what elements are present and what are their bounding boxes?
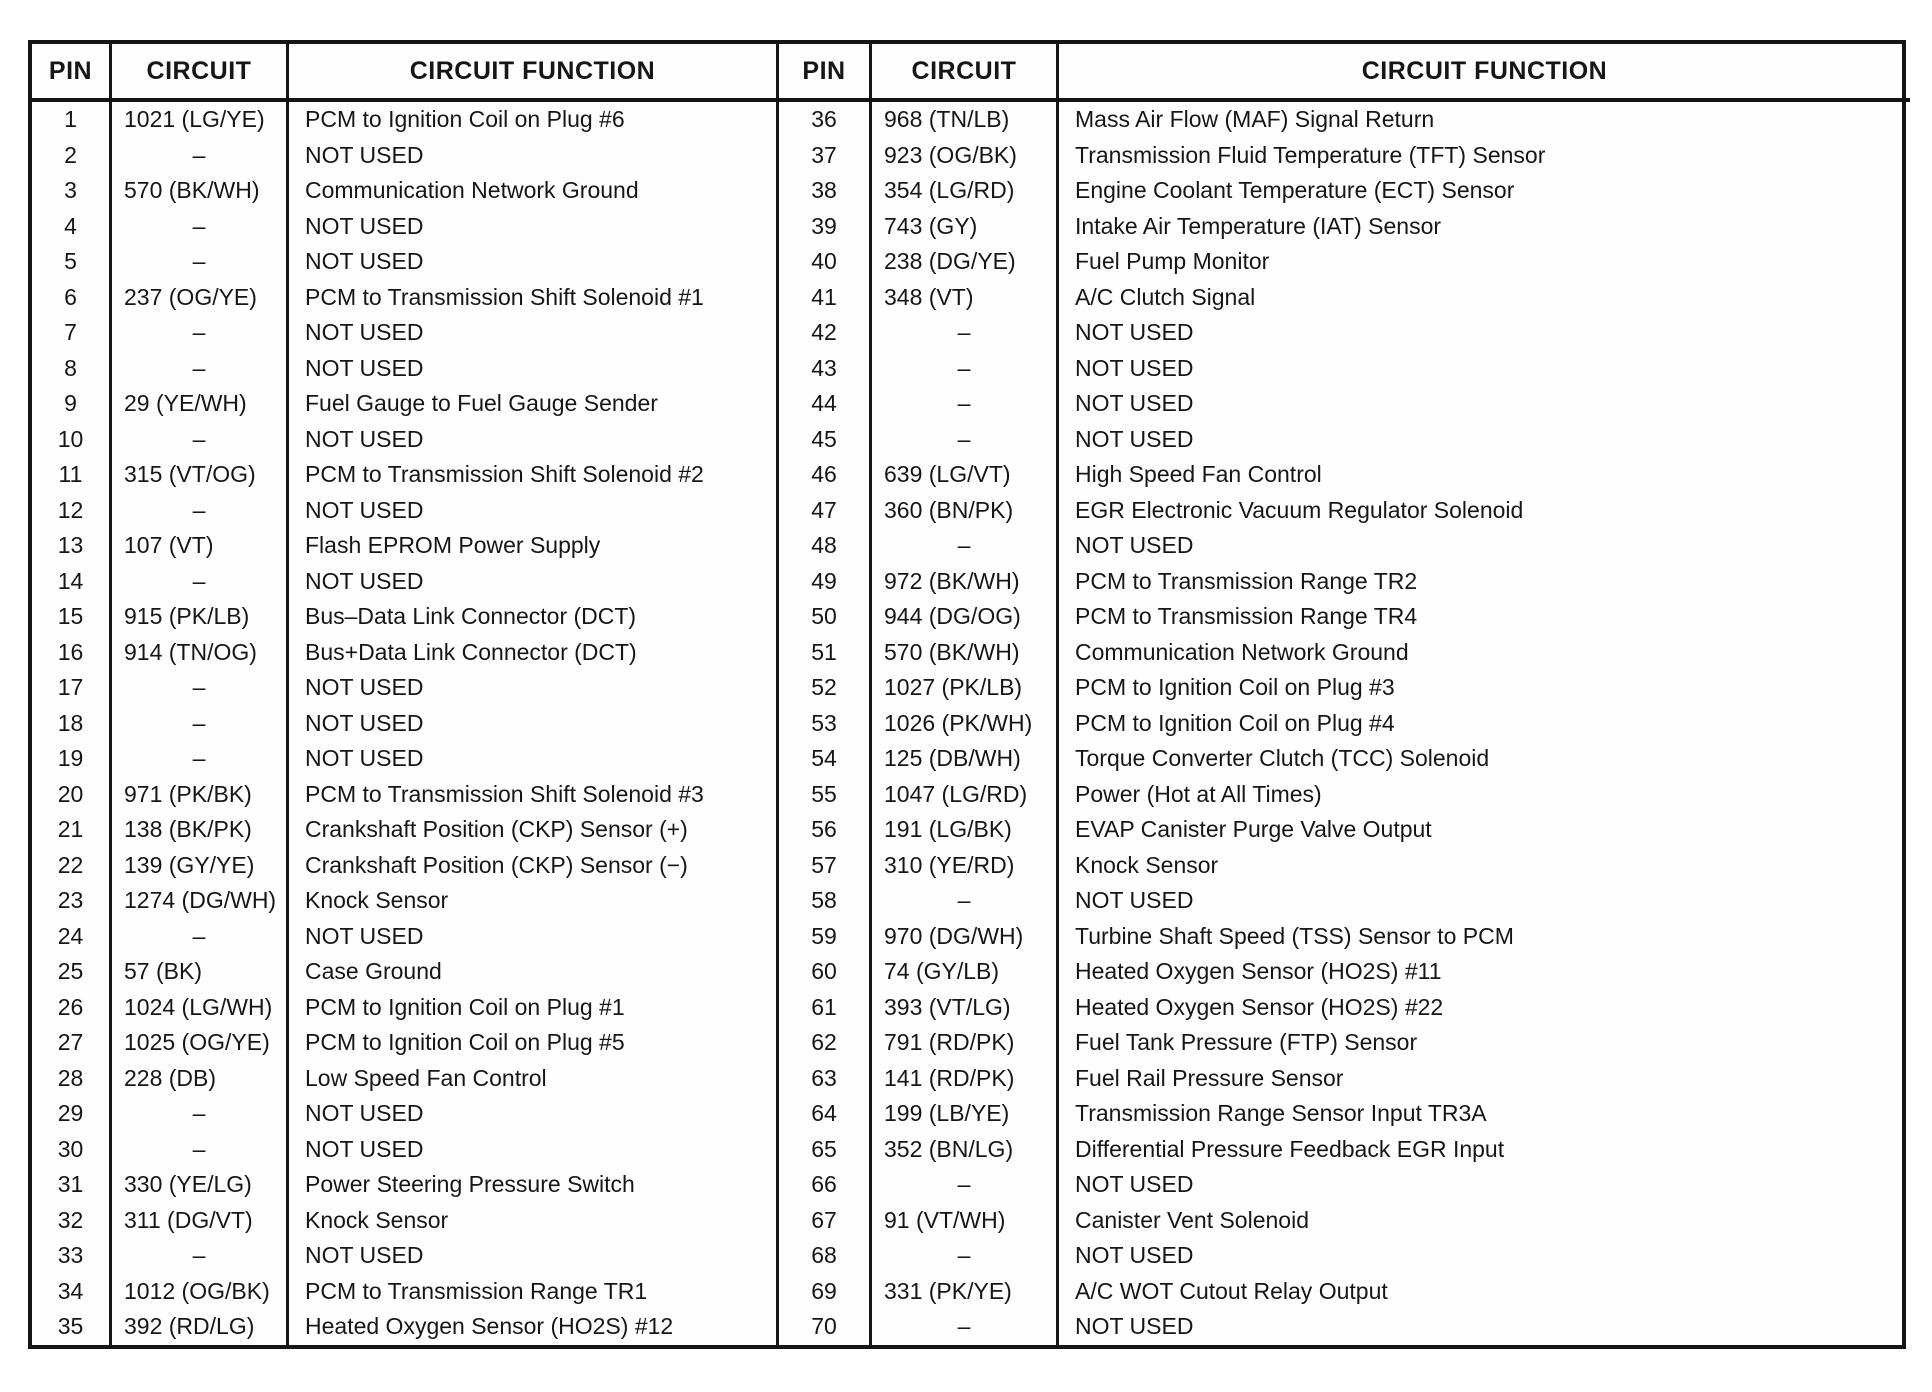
circuit-header-right: CIRCUIT [872,44,1059,102]
circuit-cell: 944 (DG/OG) [872,599,1059,635]
circuit-cell: 125 (DB/WH) [872,741,1059,777]
circuit-cell: 1025 (OG/YE) [112,1025,289,1061]
circuit-function-cell: NOT USED [289,209,779,245]
pin-cell: 33 [32,1238,112,1274]
circuit-function-cell: PCM to Transmission Shift Solenoid #3 [289,777,779,813]
pin-cell: 64 [779,1096,872,1132]
circuit-cell: – [872,422,1059,458]
pin-cell: 9 [32,386,112,422]
pin-cell: 69 [779,1274,872,1310]
pin-cell: 2 [32,138,112,174]
circuit-function-cell: Mass Air Flow (MAF) Signal Return [1075,106,1435,133]
scanned-pinout-page [28,40,1906,1349]
circuit-function-cell: PCM to Ignition Coil on Plug #4 [1075,709,1395,736]
circuit-function-cell: Heated Oxygen Sensor (HO2S) #11 [1075,958,1442,985]
circuit-function-cell: NOT USED [289,422,779,458]
circuit-function-cell: Transmission Range Sensor Input TR3A [1075,1100,1487,1127]
circuit-cell: 914 (TN/OG) [112,635,289,671]
circuit-cell: 331 (PK/YE) [872,1274,1059,1310]
circuit-function-cell: PCM to Transmission Shift Solenoid #2 [289,457,779,493]
pin-cell: 62 [779,1025,872,1061]
circuit-cell: – [112,706,289,742]
circuit-function-cell: Intake Air Temperature (IAT) Sensor [1075,212,1442,239]
pin-cell: 3 [32,173,112,209]
circuit-cell: 1047 (LG/RD) [872,777,1059,813]
circuit-cell: 915 (PK/LB) [112,599,289,635]
pin-cell: 37 [779,138,872,174]
circuit-function-cell: Transmission Fluid Temperature (TFT) Sensor [1075,141,1546,168]
circuit-function-cell: NOT USED [289,244,779,280]
circuit-cell: – [872,315,1059,351]
pin-cell: 59 [779,919,872,955]
pin-cell: 23 [32,883,112,919]
circuit-cell: – [112,670,289,706]
circuit-cell: 191 (LG/BK) [872,812,1059,848]
circuit-function-cell: Heated Oxygen Sensor (HO2S) #12 [289,1309,779,1345]
circuit-function-cell: PCM to Transmission Shift Solenoid #1 [289,280,779,316]
circuit-function-cell: NOT USED [289,919,779,955]
circuit-function-cell: NOT USED [1075,532,1194,559]
circuit-cell: – [872,883,1059,919]
circuit-function-cell: Power Steering Pressure Switch [289,1167,779,1203]
pin-header-right: PIN [779,44,872,102]
circuit-cell: 29 (YE/WH) [112,386,289,422]
circuit-function-cell: NOT USED [1075,1242,1194,1269]
pin-cell: 48 [779,528,872,564]
function-header-right: CIRCUIT FUNCTION [1059,44,1910,102]
pin-cell: 20 [32,777,112,813]
circuit-cell: – [872,1309,1059,1345]
pin-cell: 41 [779,280,872,316]
circuit-cell: 923 (OG/BK) [872,138,1059,174]
pin-cell: 10 [32,422,112,458]
circuit-function-cell: Heated Oxygen Sensor (HO2S) #22 [1075,993,1444,1020]
pcm-connector-pinout-table [28,40,1906,1349]
circuit-cell: 1026 (PK/WH) [872,706,1059,742]
circuit-cell: – [112,1238,289,1274]
pin-cell: 42 [779,315,872,351]
pin-cell: 38 [779,173,872,209]
pin-cell: 15 [32,599,112,635]
circuit-cell: – [872,386,1059,422]
pin-cell: 66 [779,1167,872,1203]
circuit-function-cell: Differential Pressure Feedback EGR Input [1075,1135,1505,1162]
circuit-cell: 310 (YE/RD) [872,848,1059,884]
circuit-function-cell: Engine Coolant Temperature (ECT) Sensor [1075,177,1515,204]
circuit-function-cell: NOT USED [1075,1171,1194,1198]
pin-cell: 46 [779,457,872,493]
circuit-cell: 743 (GY) [872,209,1059,245]
circuit-function-cell: PCM to Ignition Coil on Plug #3 [1075,674,1395,701]
circuit-cell: 968 (TN/LB) [872,102,1059,138]
pin-cell: 50 [779,599,872,635]
circuit-function-cell: PCM to Transmission Range TR4 [1075,603,1418,630]
function-header-left: CIRCUIT FUNCTION [289,44,779,102]
circuit-function-cell: PCM to Transmission Range TR2 [1075,567,1418,594]
circuit-function-cell: Knock Sensor [289,883,779,919]
circuit-function-cell: Crankshaft Position (CKP) Sensor (−) [289,848,779,884]
pin-cell: 49 [779,564,872,600]
circuit-function-cell: NOT USED [289,493,779,529]
pin-cell: 36 [779,102,872,138]
circuit-function-cell: Fuel Tank Pressure (FTP) Sensor [1075,1029,1418,1056]
pin-cell: 24 [32,919,112,955]
circuit-cell: 392 (RD/LG) [112,1309,289,1345]
circuit-cell: – [112,209,289,245]
circuit-function-cell: EVAP Canister Purge Valve Output [1075,816,1432,843]
pin-cell: 7 [32,315,112,351]
pin-cell: 60 [779,954,872,990]
circuit-function-cell: NOT USED [289,564,779,600]
circuit-function-cell: Fuel Pump Monitor [1075,248,1270,275]
circuit-function-cell: Low Speed Fan Control [289,1061,779,1097]
circuit-function-cell: NOT USED [1075,354,1194,381]
circuit-function-cell: Canister Vent Solenoid [1075,1206,1309,1233]
circuit-cell: 972 (BK/WH) [872,564,1059,600]
pin-cell: 21 [32,812,112,848]
pin-cell: 27 [32,1025,112,1061]
circuit-function-cell: PCM to Ignition Coil on Plug #5 [289,1025,779,1061]
pin-cell: 39 [779,209,872,245]
circuit-cell: 138 (BK/PK) [112,812,289,848]
circuit-function-cell: NOT USED [289,706,779,742]
circuit-function-cell: NOT USED [1075,1313,1194,1340]
circuit-cell: 393 (VT/LG) [872,990,1059,1026]
pin-cell: 56 [779,812,872,848]
circuit-cell: – [112,315,289,351]
pin-cell: 51 [779,635,872,671]
pin-cell: 13 [32,528,112,564]
circuit-function-cell: EGR Electronic Vacuum Regulator Solenoid [1075,496,1524,523]
pin-cell: 32 [32,1203,112,1239]
pin-cell: 34 [32,1274,112,1310]
circuit-cell: 354 (LG/RD) [872,173,1059,209]
pin-cell: 22 [32,848,112,884]
circuit-cell: – [112,351,289,387]
circuit-cell: 1021 (LG/YE) [112,102,289,138]
circuit-function-cell: NOT USED [1075,319,1194,346]
circuit-function-cell: NOT USED [1075,425,1194,452]
circuit-cell: 1274 (DG/WH) [112,883,289,919]
circuit-function-cell: PCM to Transmission Range TR1 [289,1274,779,1310]
circuit-function-cell: Bus+Data Link Connector (DCT) [289,635,779,671]
pin-cell: 45 [779,422,872,458]
pin-cell: 4 [32,209,112,245]
circuit-cell: – [112,493,289,529]
pin-cell: 68 [779,1238,872,1274]
pin-cell: 18 [32,706,112,742]
circuit-cell: – [112,1132,289,1168]
circuit-cell: 570 (BK/WH) [112,173,289,209]
circuit-cell: 1024 (LG/WH) [112,990,289,1026]
circuit-cell: 141 (RD/PK) [872,1061,1059,1097]
circuit-function-cell: NOT USED [289,670,779,706]
pin-cell: 31 [32,1167,112,1203]
circuit-function-cell: PCM to Ignition Coil on Plug #6 [289,102,779,138]
circuit-function-cell: Case Ground [289,954,779,990]
circuit-cell: 970 (DG/WH) [872,919,1059,955]
circuit-function-cell: A/C WOT Cutout Relay Output [1075,1277,1388,1304]
circuit-cell: 570 (BK/WH) [872,635,1059,671]
circuit-cell: – [112,919,289,955]
pin-cell: 55 [779,777,872,813]
circuit-cell: – [112,422,289,458]
pin-cell: 6 [32,280,112,316]
circuit-cell: 791 (RD/PK) [872,1025,1059,1061]
circuit-cell: 330 (YE/LG) [112,1167,289,1203]
pin-cell: 25 [32,954,112,990]
pin-cell: 5 [32,244,112,280]
circuit-function-cell: Power (Hot at All Times) [1075,780,1322,807]
circuit-header-left: CIRCUIT [112,44,289,102]
circuit-function-cell: Fuel Rail Pressure Sensor [1075,1064,1344,1091]
pin-header-left: PIN [32,44,112,102]
circuit-cell: – [872,528,1059,564]
circuit-function-cell: Knock Sensor [289,1203,779,1239]
circuit-function-cell: PCM to Ignition Coil on Plug #1 [289,990,779,1026]
pin-cell: 1 [32,102,112,138]
pin-cell: 53 [779,706,872,742]
circuit-cell: 228 (DB) [112,1061,289,1097]
circuit-cell: 348 (VT) [872,280,1059,316]
circuit-function-cell: A/C Clutch Signal [1075,283,1256,310]
circuit-cell: 1012 (OG/BK) [112,1274,289,1310]
circuit-cell: 360 (BN/PK) [872,493,1059,529]
circuit-function-cell: NOT USED [289,1096,779,1132]
pin-cell: 28 [32,1061,112,1097]
circuit-cell: 315 (VT/OG) [112,457,289,493]
circuit-cell: – [872,1238,1059,1274]
circuit-cell: 199 (LB/YE) [872,1096,1059,1132]
circuit-function-cell: Communication Network Ground [1075,638,1409,665]
circuit-cell: 74 (GY/LB) [872,954,1059,990]
pin-cell: 44 [779,386,872,422]
pin-cell: 54 [779,741,872,777]
circuit-cell: 352 (BN/LG) [872,1132,1059,1168]
pin-cell: 17 [32,670,112,706]
circuit-cell: 1027 (PK/LB) [872,670,1059,706]
circuit-cell: – [872,1167,1059,1203]
circuit-cell: – [112,1096,289,1132]
pin-cell: 47 [779,493,872,529]
circuit-function-cell: Flash EPROM Power Supply [289,528,779,564]
pin-cell: 35 [32,1309,112,1345]
pin-cell: 16 [32,635,112,671]
circuit-function-cell: NOT USED [289,741,779,777]
pin-cell: 63 [779,1061,872,1097]
circuit-function-cell: NOT USED [289,1132,779,1168]
circuit-function-cell: Knock Sensor [1075,851,1219,878]
pin-cell: 57 [779,848,872,884]
circuit-cell: 971 (PK/BK) [112,777,289,813]
pin-cell: 58 [779,883,872,919]
pin-cell: 14 [32,564,112,600]
circuit-function-cell: NOT USED [289,315,779,351]
pin-cell: 70 [779,1309,872,1345]
circuit-function-cell: Communication Network Ground [289,173,779,209]
pin-cell: 29 [32,1096,112,1132]
circuit-cell: – [112,741,289,777]
circuit-cell: – [872,351,1059,387]
pin-cell: 19 [32,741,112,777]
circuit-cell: 238 (DG/YE) [872,244,1059,280]
pin-cell: 8 [32,351,112,387]
circuit-function-cell: Torque Converter Clutch (TCC) Solenoid [1075,745,1490,772]
circuit-cell: 57 (BK) [112,954,289,990]
pin-cell: 52 [779,670,872,706]
circuit-function-cell: Turbine Shaft Speed (TSS) Sensor to PCM [1075,922,1514,949]
pin-cell: 30 [32,1132,112,1168]
pin-cell: 26 [32,990,112,1026]
circuit-function-cell: NOT USED [289,351,779,387]
circuit-cell: – [112,564,289,600]
circuit-cell: – [112,138,289,174]
pin-cell: 61 [779,990,872,1026]
circuit-cell: 237 (OG/YE) [112,280,289,316]
circuit-function-cell: Bus–Data Link Connector (DCT) [289,599,779,635]
circuit-cell: 91 (VT/WH) [872,1203,1059,1239]
circuit-cell: 107 (VT) [112,528,289,564]
circuit-function-cell: NOT USED [289,1238,779,1274]
pin-cell: 67 [779,1203,872,1239]
circuit-cell: 139 (GY/YE) [112,848,289,884]
circuit-cell: 311 (DG/VT) [112,1203,289,1239]
circuit-function-cell: NOT USED [1075,390,1194,417]
circuit-function-cell: NOT USED [1075,887,1194,914]
pin-cell: 43 [779,351,872,387]
pin-cell: 12 [32,493,112,529]
pin-cell: 65 [779,1132,872,1168]
circuit-function-cell: NOT USED [289,138,779,174]
circuit-cell: 639 (LG/VT) [872,457,1059,493]
circuit-function-cell: Crankshaft Position (CKP) Sensor (+) [289,812,779,848]
circuit-function-cell: Fuel Gauge to Fuel Gauge Sender [289,386,779,422]
pin-cell: 11 [32,457,112,493]
circuit-cell: – [112,244,289,280]
pin-cell: 40 [779,244,872,280]
circuit-function-cell: High Speed Fan Control [1075,461,1322,488]
